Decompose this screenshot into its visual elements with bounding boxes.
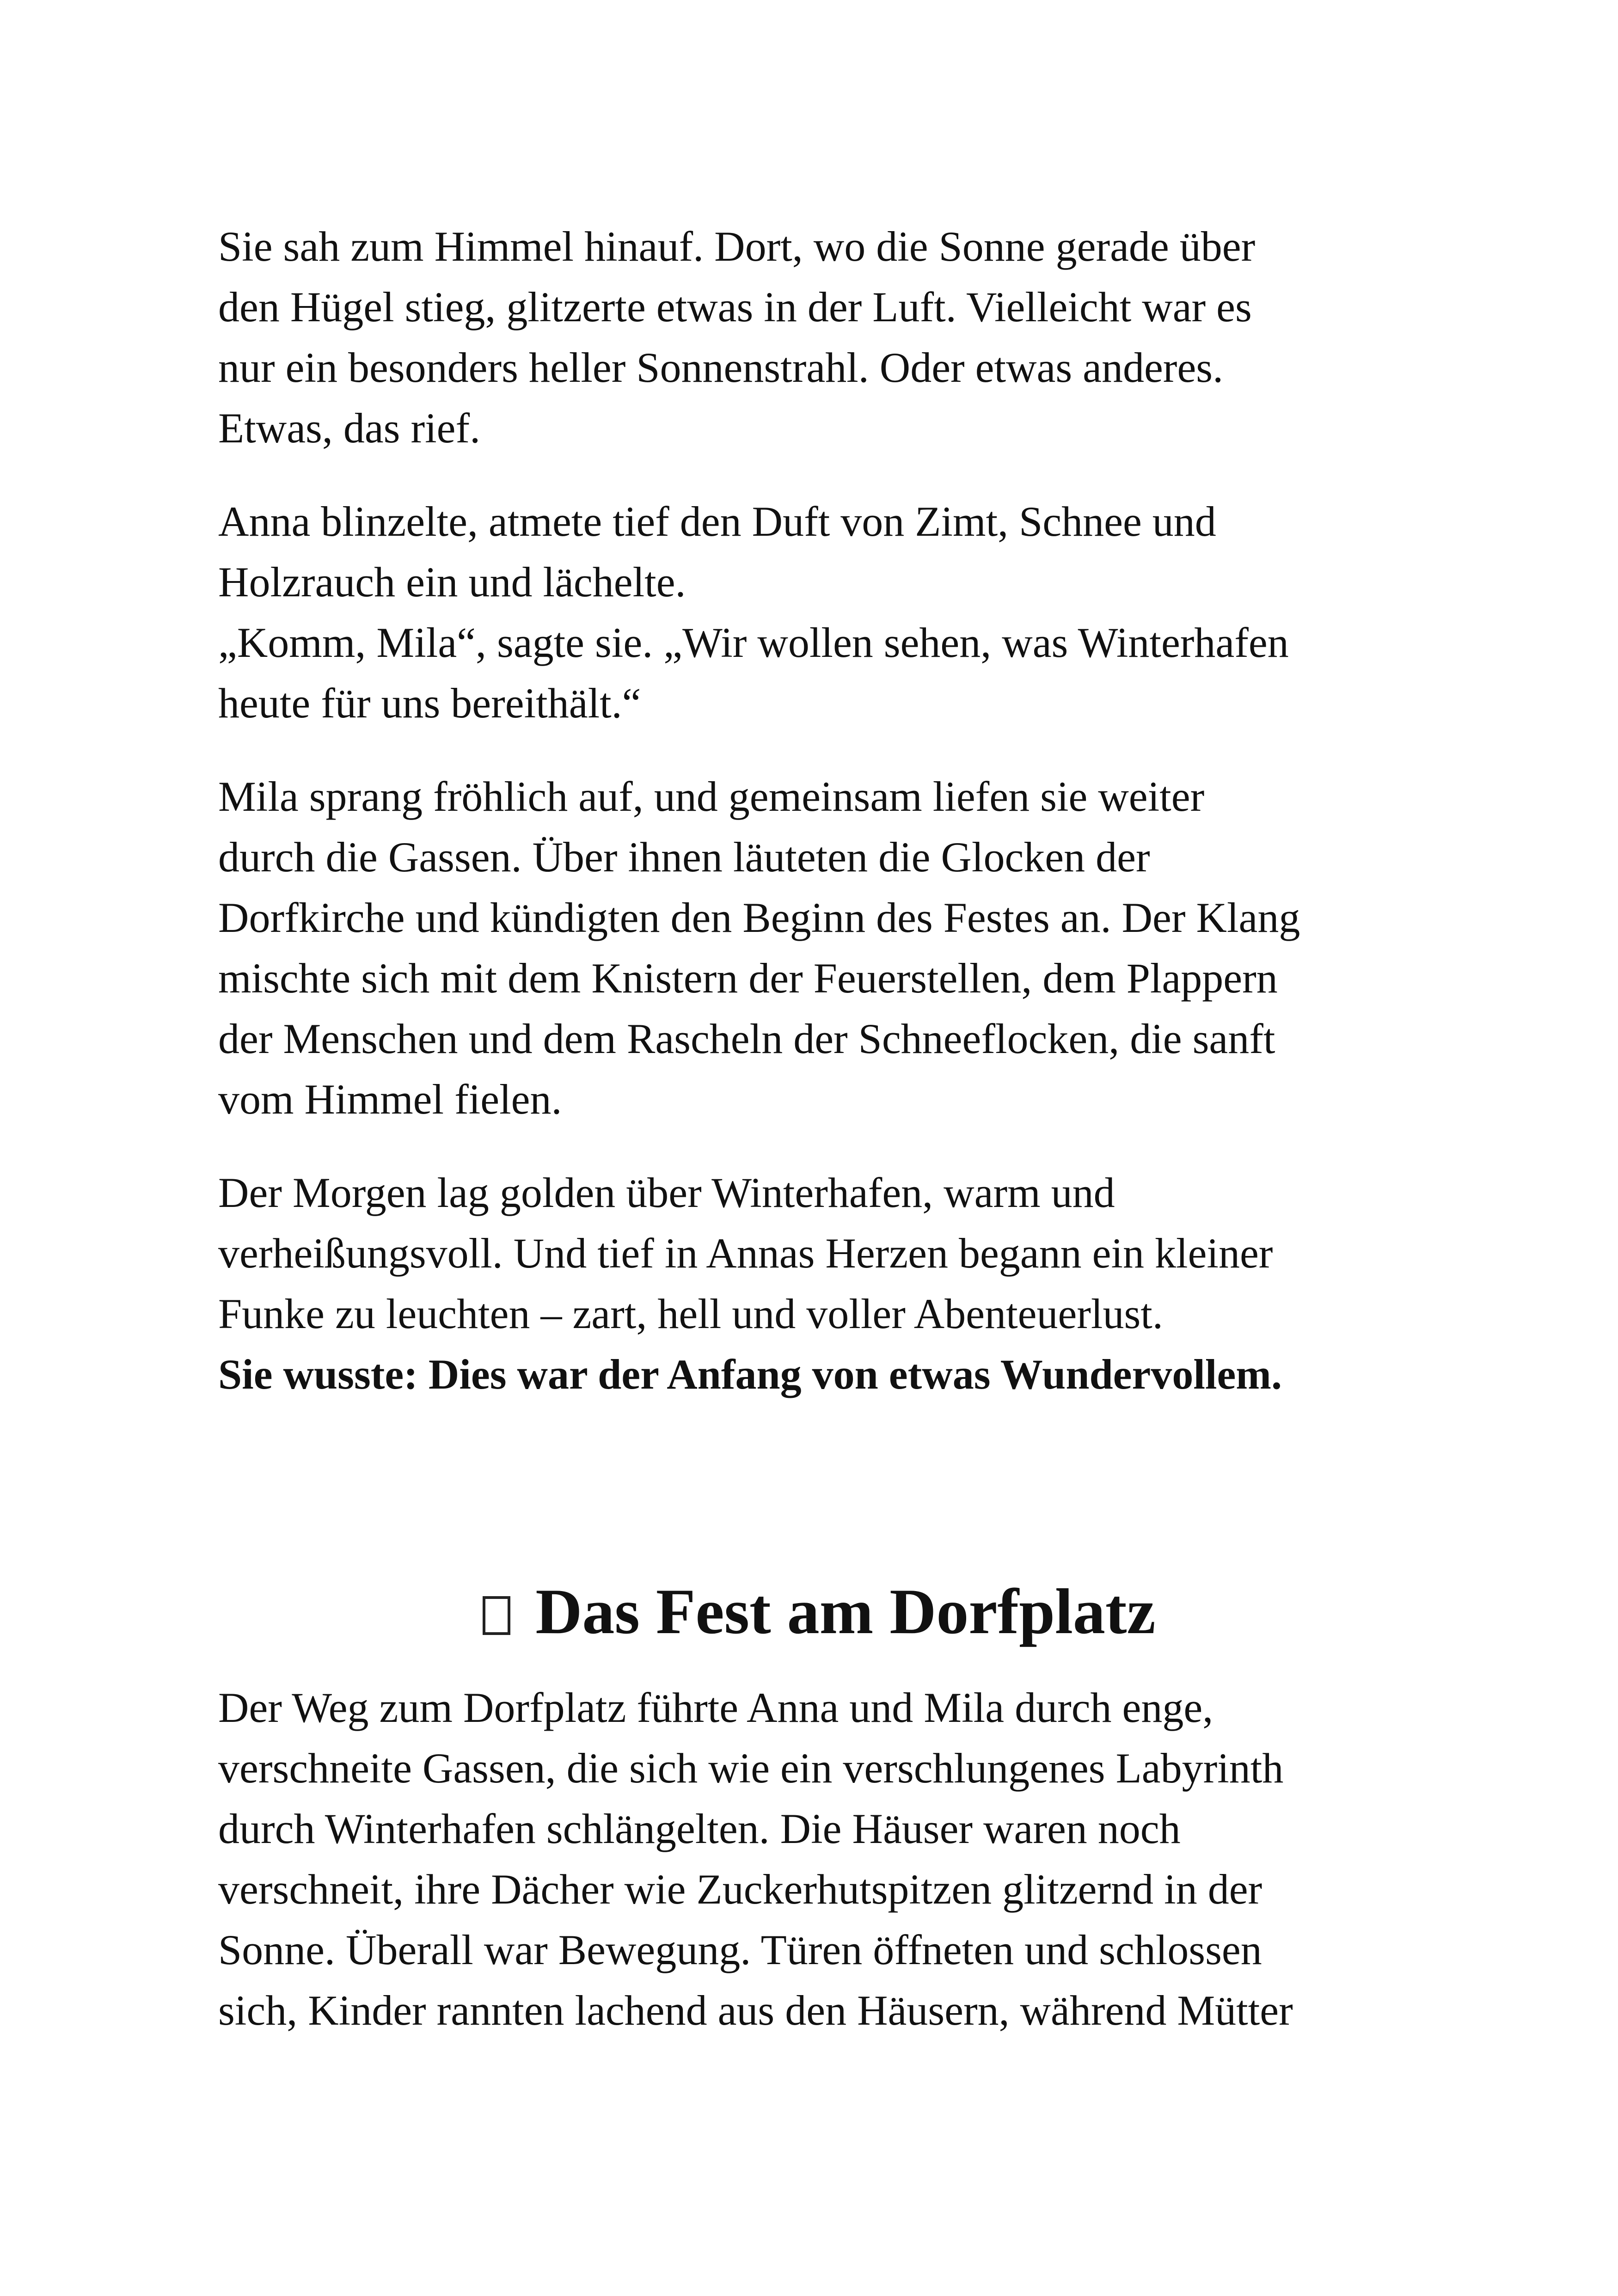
text-line: den Hügel stieg, glitzerte etwas in der Luft. Vielleicht war es xyxy=(218,283,1252,331)
text-line: Anna blinzelte, atmete tief den Duft von Zimt, Schnee und xyxy=(218,498,1216,545)
text-line: der Menschen und dem Rascheln der Schneeflocken, die sanft xyxy=(218,1015,1275,1062)
text-line: sich, Kinder rannten lachend aus den Häusern, während Mütter xyxy=(218,1987,1293,2034)
paragraph-sky xyxy=(218,216,1255,459)
paragraph-mila xyxy=(218,766,1300,1130)
paragraph-anna xyxy=(218,491,1289,734)
text-line: vom Himmel fielen. xyxy=(218,1076,562,1123)
bold-closing-line: Sie wusste: Dies war der Anfang von etwas Wundervollem. xyxy=(218,1351,1282,1398)
document-page xyxy=(218,0,1420,2296)
section-heading xyxy=(218,1573,1420,1651)
text-line: mischte sich mit dem Knistern der Feuerstellen, dem Plappern xyxy=(218,955,1278,1002)
text-line: Der Weg zum Dorfplatz führte Anna und Mila durch enge, xyxy=(218,1684,1214,1731)
missing-glyph-icon xyxy=(483,1596,510,1635)
text-line: Sie sah zum Himmel hinauf. Dort, wo die Sonne gerade über xyxy=(218,223,1256,270)
text-line: verschneite Gassen, die sich wie ein verschlungenes Labyrinth xyxy=(218,1745,1284,1792)
text-line: Mila sprang fröhlich auf, und gemeinsam liefen sie weiter xyxy=(218,773,1205,820)
text-line: nur ein besonders heller Sonnenstrahl. Oder etwas anderes. xyxy=(218,344,1224,391)
text-line: durch Winterhafen schlängelten. Die Häuser waren noch xyxy=(218,1805,1181,1852)
section-title: Das Fest am Dorfplatz xyxy=(535,1576,1156,1647)
paragraph-morning xyxy=(218,1163,1282,1405)
text-line: Etwas, das rief. xyxy=(218,404,481,452)
text-line: „Komm, Mila“, sagte sie. „Wir wollen sehen, was Winterhafen xyxy=(218,619,1289,666)
text-line: Dorfkirche und kündigten den Beginn des Festes an. Der Klang xyxy=(218,894,1300,941)
text-line: Holzrauch ein und lächelte. xyxy=(218,558,686,606)
text-line: heute für uns bereithält.“ xyxy=(218,680,641,727)
text-line: Funke zu leuchten – zart, hell und voller Abenteuerlust. xyxy=(218,1290,1163,1337)
paragraph-dorfplatz xyxy=(218,1678,1293,2041)
text-line: Der Morgen lag golden über Winterhafen, warm und xyxy=(218,1169,1115,1216)
text-line: verschneit, ihre Dächer wie Zuckerhutspitzen glitzernd in der xyxy=(218,1866,1263,1913)
text-line: Sonne. Überall war Bewegung. Türen öffneten und schlossen xyxy=(218,1926,1262,1973)
text-line: verheißungsvoll. Und tief in Annas Herzen begann ein kleiner xyxy=(218,1230,1273,1277)
text-line: durch die Gassen. Über ihnen läuteten die Glocken der xyxy=(218,833,1150,881)
